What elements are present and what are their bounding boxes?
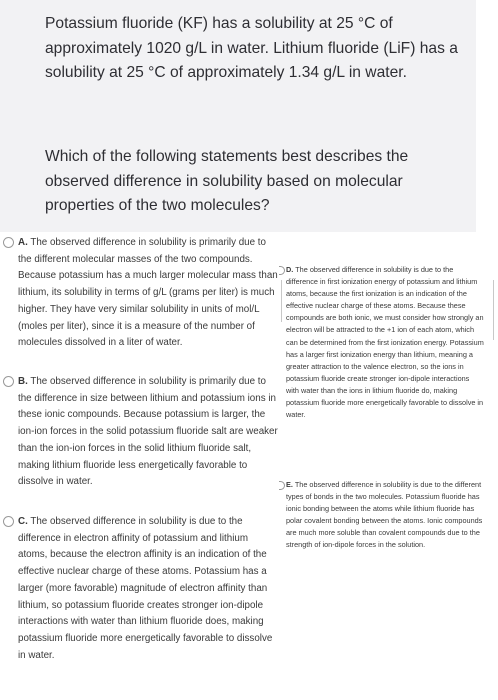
option-e-radio[interactable] xyxy=(279,481,285,490)
option-c[interactable] xyxy=(18,514,280,664)
option-b[interactable] xyxy=(18,374,280,491)
option-d-text: The observed difference in solubility is due to the difference in first ionization energy of potassium and lithium atoms, because the first ionization is an indication of the effective nuclear charge of these atoms. Because these compounds are both ionic, we must consider how strongly an electron will be attracted to the +1 ion of each atom, which can be determined from the first ionization energy. Potassium has a larger first ionization energy than lithium, meaning a greater attraction to the valence electron, so the ions in potassium fluoride create stronger ion-dipole interactions with water than the ions in lithium fluoride do, making potassium fluoride more energetically favorable to dissolve in water. xyxy=(286,265,484,420)
option-a-text: The observed difference in solubility is primarily due to the different molecular masses of the two compounds. Because potassium has a much larger molecular mass than lithium, its solubility in terms of g/L (grams per liter) is much higher. They have very similar solubility in units of mol/L (moles per liter), since it is a measure of the number of molecules dissolved in a liter of water. xyxy=(18,237,278,349)
option-c-letter: C. xyxy=(18,516,28,527)
option-d-letter: D. xyxy=(286,265,294,274)
option-a-letter: A. xyxy=(18,237,28,248)
option-b-text: The observed difference in solubility is primarily due to the difference in size between lithium and potassium ions in these ionic compounds. Because potassium is larger, the ion-ion forces in the solid potassium fluoride salt are weaker than the ion-ion forces in the solid lithium fluoride salt, making lithium fluoride less energetically favorable to dissolve in water. xyxy=(18,376,278,488)
right-edge-line xyxy=(493,280,494,340)
option-a-radio[interactable] xyxy=(3,237,14,248)
column-divider xyxy=(281,280,282,322)
option-e[interactable] xyxy=(286,479,484,552)
option-c-text: The observed difference in solubility is due to the difference in electron affinity of potassium and lithium atoms, because the electron affinity is an indication of the effective nuclear charge of these atoms. Potassium has a larger (more favorable) magnitude of electron affinity than lithium, so potassium fluoride creates stronger ion-dipole interactions with water than lithium fluoride does, making potassium fluoride more energetically favorable to dissolve in water. xyxy=(18,516,273,661)
option-d-radio[interactable] xyxy=(279,266,285,275)
option-e-letter: E. xyxy=(286,480,293,489)
option-b-letter: B. xyxy=(18,376,28,387)
option-e-text: The observed difference in solubility is due to the different types of bonds in the two molecules. Potassium fluoride has ionic bonding between the atoms while lithium fluoride has polar covalent bonding between the atoms. Ionic compounds are much more soluble than covalent compounds due to the strength of ion-dipole forces in the solution. xyxy=(286,480,483,550)
option-c-radio[interactable] xyxy=(3,516,14,527)
question-paragraph-1: Potassium fluoride (KF) has a solubility at 25 °C of approximately 1020 g/L in water. Lithium fluoride (LiF) has a solubility at 25 °C of approximately 1.34 g/L in water. xyxy=(45,15,458,81)
option-d[interactable] xyxy=(286,264,484,421)
option-a[interactable] xyxy=(18,235,280,352)
question-panel xyxy=(0,0,476,232)
option-b-radio[interactable] xyxy=(3,376,14,387)
question-paragraph-2: Which of the following statements best describes the observed difference in solubility based on molecular properties of the two molecules? xyxy=(45,148,409,214)
